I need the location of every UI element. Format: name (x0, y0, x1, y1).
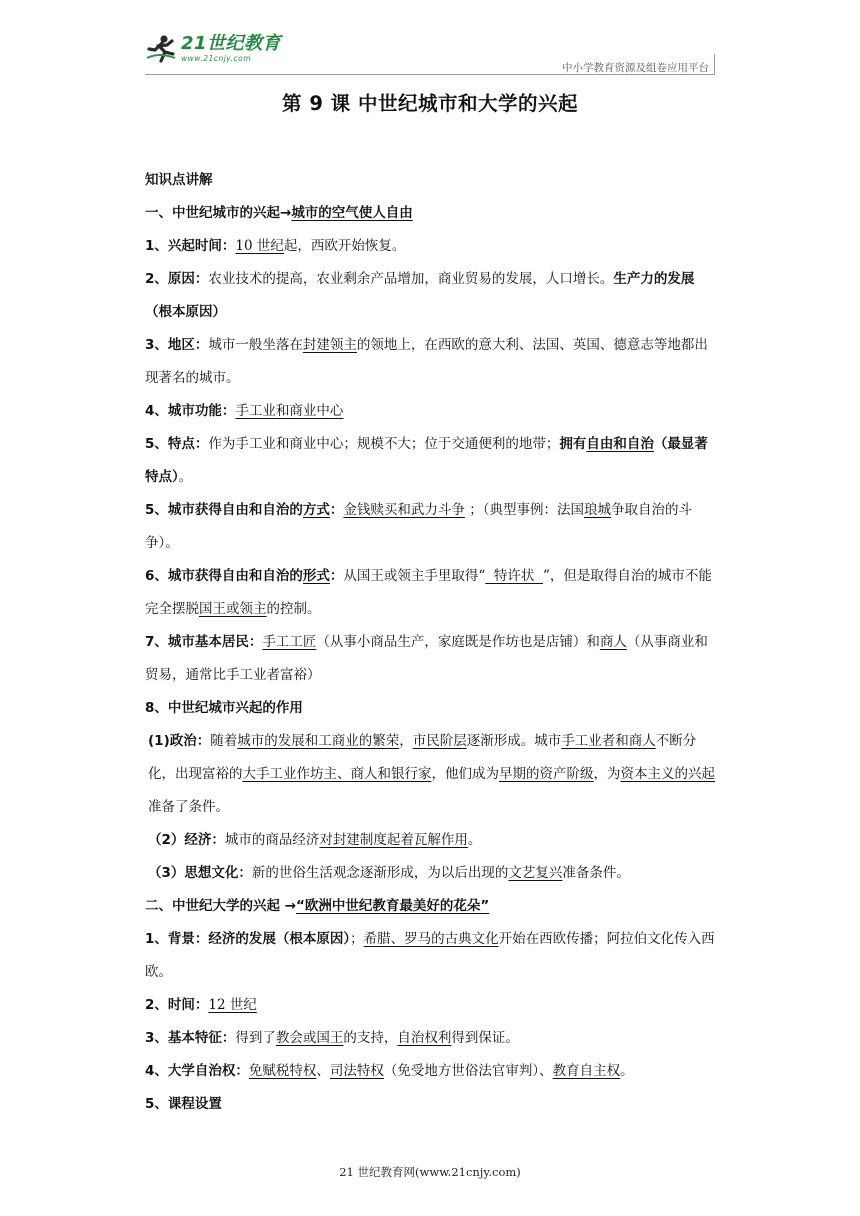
point-form: 6、城市获得自由和自治的形式：从国王或领主手里取得“ 特许状 ”，但是取得自治的城市不能完全摆脱国王或领主的控制。 (145, 568, 712, 617)
platform-tagline: 中小学教育资源及组卷应用平台 (562, 62, 709, 74)
point-background: 1、背景：经济的发展（根本原因）；希腊、罗马的古典文化开始在西欧传播；阿拉伯文化传入西欧。 (145, 931, 715, 980)
point-cause: 2、原因：农业技术的提高，农业剩余产品增加，商业贸易的发展，人口增长。生产力的发展（根本原因） (145, 271, 695, 320)
heading-city: 一、中世纪城市的兴起→城市的空气使人自由 (145, 205, 413, 221)
page-footer: 21 世纪教育网(www.21cnjy.com) (339, 1165, 521, 1179)
point-effects: 8、中世纪城市兴起的作用 (145, 700, 303, 716)
section-heading: 知识点讲解 (145, 172, 213, 188)
logo (145, 34, 281, 64)
effect-economy: （2）经济：城市的商品经济对封建制度起着瓦解作用。 (148, 832, 482, 848)
point-residents: 7、城市基本居民：手工工匠（从事小商品生产，家庭既是作坊也是店铺）和商人（从事商业和贸易，通常比手工业者富裕） (145, 634, 708, 683)
header-rule (145, 74, 715, 75)
point-autonomy: 4、大学自治权：免赋税特权、司法特权（免受地方世俗法官审判）、教育自主权。 (145, 1063, 634, 1079)
point-function: 4、城市功能：手工业和商业中心 (145, 403, 344, 419)
logo-url: www.21cnjy.com (181, 54, 252, 64)
point-period: 2、时间：12 世纪 (145, 997, 257, 1013)
point-feature: 5、特点：作为手工业和商业中心；规模不大；位于交通便利的地带；拥有自由和自治（最显著特点）。 (145, 436, 708, 485)
effect-culture: （3）思想文化：新的世俗生活观念逐渐形成，为以后出现的文艺复兴准备条件。 (148, 865, 630, 881)
point-method: 5、城市获得自由和自治的方式：金钱赎买和武力斗争 ；（典型事例：法国琅城争取自治的斗争）。 (145, 502, 692, 551)
document-body (145, 164, 720, 1121)
header-divider-tick (714, 54, 715, 74)
point-time: 1、兴起时间：10 世纪起，西欧开始恢复。 (145, 238, 406, 254)
logo-wordmark: 21世纪教育 (181, 33, 282, 55)
point-basic-feature: 3、基本特征：得到了教会或国王的支持，自治权利得到保证。 (145, 1030, 519, 1046)
point-curriculum: 5、课程设置 (145, 1096, 222, 1112)
page-title: 第 9 课 中世纪城市和大学的兴起 (282, 92, 578, 115)
runner-logo-icon (145, 34, 177, 64)
effect-politics: (1)政治：随着城市的发展和工商业的繁荣，市民阶层逐渐形成。城市手工业者和商人不断分化，出现富裕的大手工业作坊主、商人和银行家，他们成为早期的资产阶级，为资本主义的兴起准备了条件。 (148, 733, 715, 815)
point-region: 3、地区：城市一般坐落在封建领主的领地上，在西欧的意大利、法国、英国、德意志等地都出现著名的城市。 (145, 337, 708, 386)
heading-university: 二、中世纪大学的兴起 →“欧洲中世纪教育最美好的花朵” (145, 898, 490, 914)
page-header (145, 30, 715, 76)
